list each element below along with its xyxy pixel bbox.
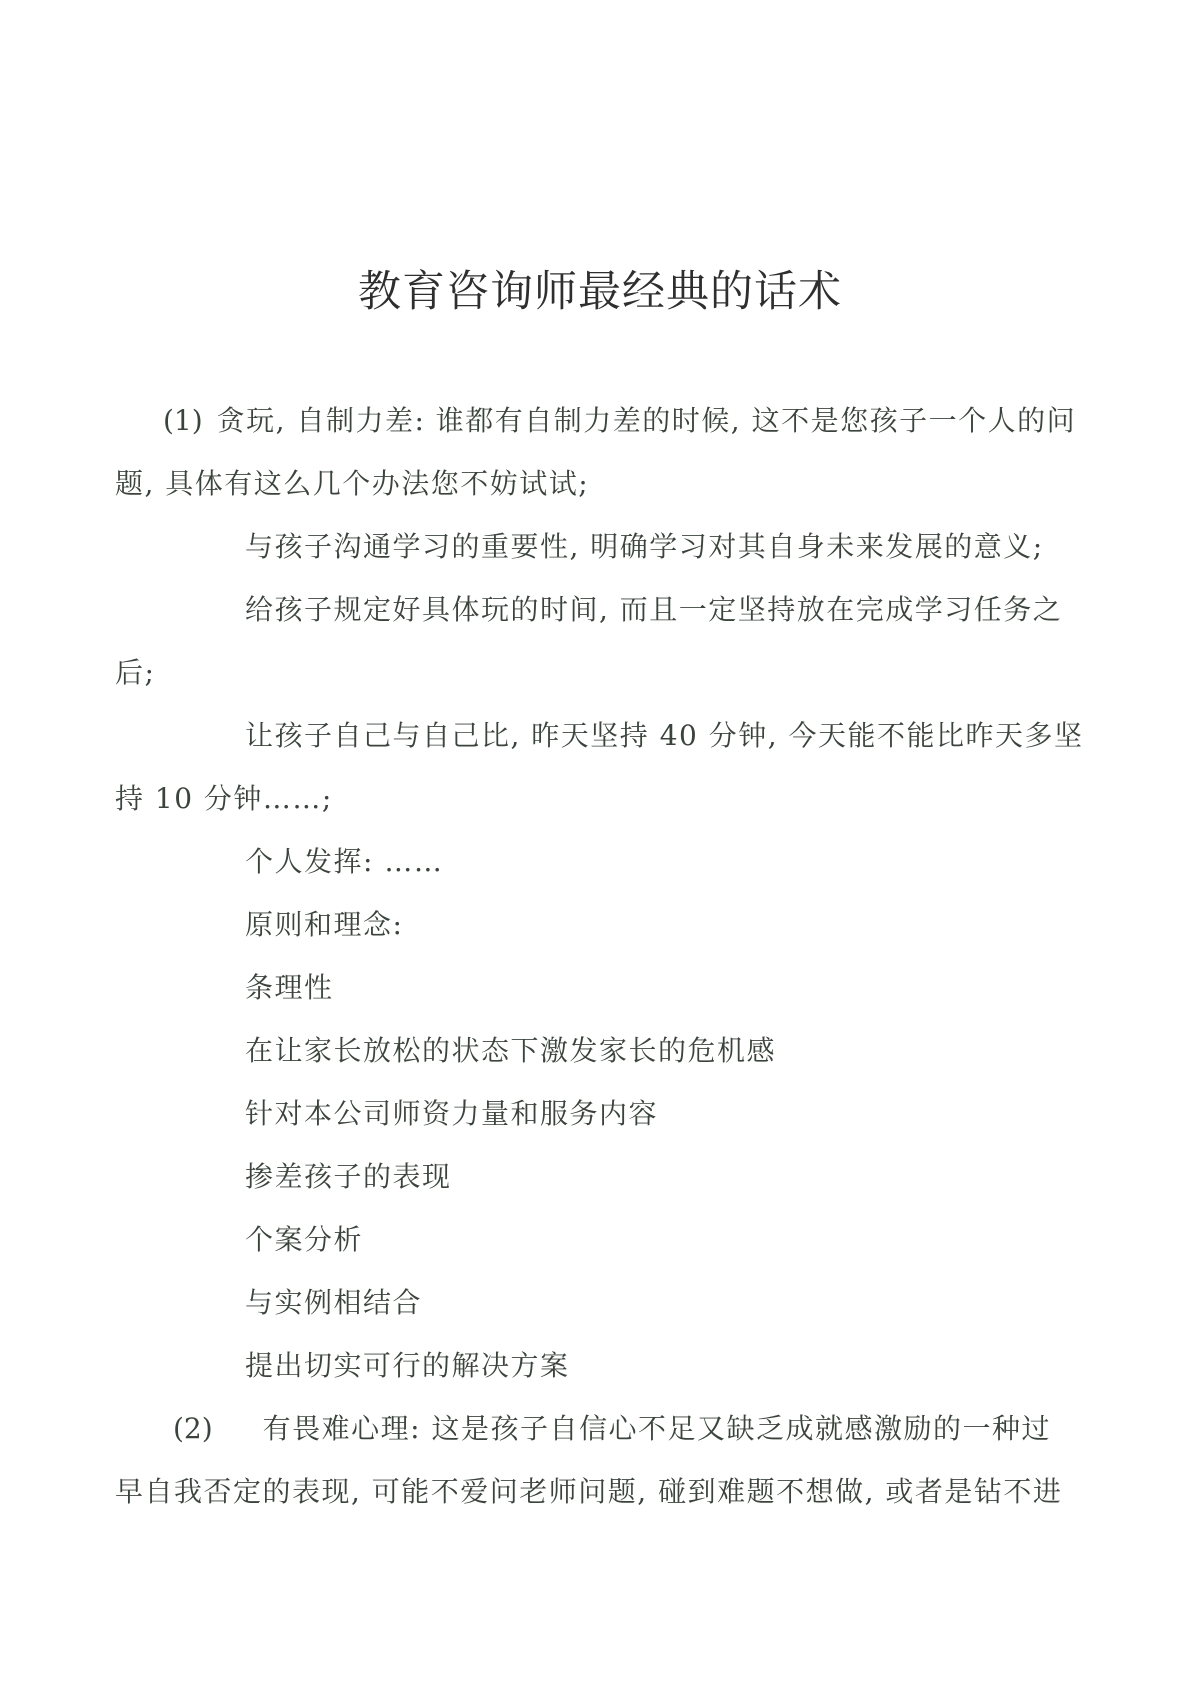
text-line [115,956,1090,1019]
text-line-content: 原则和理念: [245,908,404,941]
text-line-content: 有畏难心理: 这是孩子自信心不足又缺乏成就感激励的一种过 [262,1412,1052,1445]
paragraph-number: (2) [173,1412,213,1445]
document-title: 教育咨询师最经典的话术 [358,267,842,317]
text-line [115,1460,1090,1523]
text-line-content: 个案分析 [245,1223,364,1256]
text-line-content: 掺差孩子的表现 [245,1160,452,1193]
text-line [115,641,1090,704]
text-line-content: 与孩子沟通学习的重要性, 明确学习对其自身未来发展的意义; [245,530,1044,563]
text-line-content: 个人发挥: …… [245,845,444,878]
text-line-content: 让孩子自己与自己比, 昨天坚持 40 分钟, 今天能不能比昨天多坚 [245,719,1084,752]
text-line [115,1334,1090,1397]
text-line [115,704,1090,767]
text-line [115,1145,1090,1208]
paragraph-number: (1) [163,404,203,437]
text-line-content: 持 10 分钟……; [115,782,333,815]
text-line-content: 早自我否定的表现, 可能不爱问老师问题, 碰到难题不想做, 或者是钻不进 [115,1475,1063,1508]
text-line [115,893,1090,956]
text-line [115,830,1090,893]
text-line-content: 提出切实可行的解决方案 [245,1349,570,1382]
text-line-content: 条理性 [245,971,334,1004]
text-line [115,578,1090,641]
text-line-content: 针对本公司师资力量和服务内容 [245,1097,659,1130]
text-line-content: 贪玩, 自制力差: 谁都有自制力差的时候, 这不是您孩子一个人的问 [216,404,1077,437]
text-line [115,767,1090,830]
text-line [115,1082,1090,1145]
text-line-content: 后; [115,656,156,689]
text-line [115,1397,1090,1460]
text-line [115,389,1090,452]
text-line-content: 给孩子规定好具体玩的时间, 而且一定坚持放在完成学习任务之 [245,593,1063,626]
text-line [115,1208,1090,1271]
text-line [115,452,1090,515]
text-line [115,1271,1090,1334]
text-line [115,1019,1090,1082]
text-line [115,515,1090,578]
text-line-content: 题, 具体有这么几个办法您不妨试试; [115,467,590,500]
document-body [115,389,1090,1523]
text-line-content: 在让家长放松的状态下激发家长的危机感 [245,1034,777,1067]
text-line-content: 与实例相结合 [245,1286,423,1319]
